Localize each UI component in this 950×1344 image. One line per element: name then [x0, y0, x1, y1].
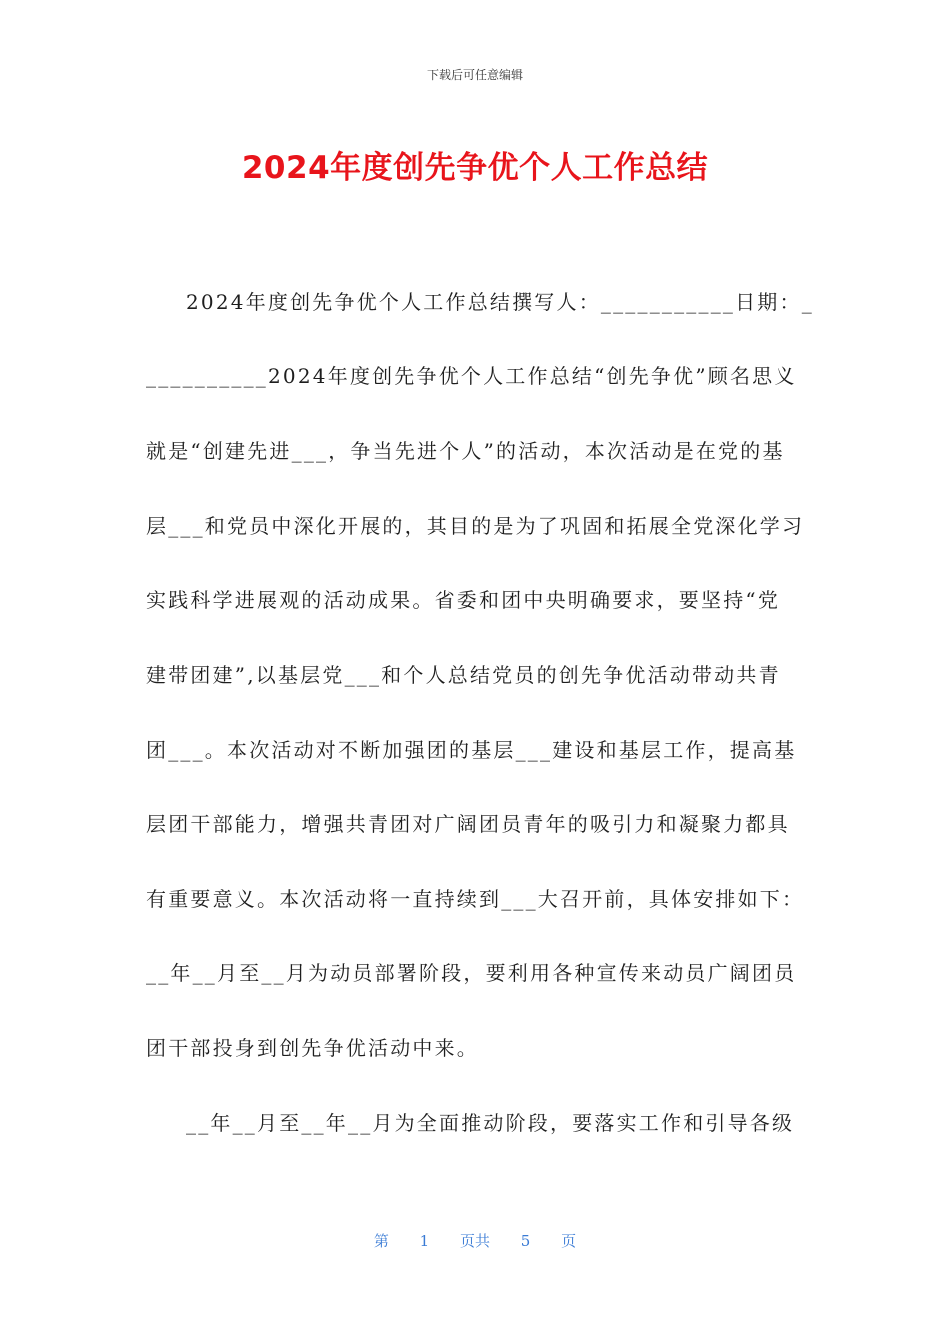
- body-line-11: 团干部投身到创先争优活动中来。: [146, 1036, 479, 1060]
- current-page-number: 1: [419, 1232, 430, 1250]
- body-line-10: __年__月至__月为动员部署阶段，要利用各种宣传来动员广阔团员: [146, 961, 797, 985]
- body-line-8: 层团干部能力，增强共青团对广阔团员青年的吸引力和凝聚力都具: [146, 812, 790, 836]
- body-line-5: 实践科学进展观的活动成果。省委和团中央明确要求，要坚持“党: [146, 588, 781, 612]
- body-line-9: 有重要意义。本次活动将一直持续到___大召开前，具体安排如下：: [146, 887, 805, 911]
- body-line-2: __________2024年度创先争优个人工作总结“创先争优”顾名思义: [146, 364, 797, 388]
- page-footer: [0, 1230, 950, 1251]
- page-label-middle: 页共: [459, 1232, 490, 1250]
- page-label-prefix: 第: [373, 1232, 389, 1250]
- body-line-6: 建带团建”,以基层党___和个人总结党员的创先争优活动带动共青: [146, 663, 781, 687]
- body-line-1: 2024年度创先争优个人工作总结撰写人：___________日期：_: [186, 290, 814, 314]
- body-line-7: 团___。本次活动对不断加强团的基层___建设和基层工作，提高基: [146, 738, 797, 762]
- header-note: 下载后可任意编辑: [426, 68, 523, 82]
- body-line-4: 层___和党员中深化开展的，其目的是为了巩固和拓展全党深化学习: [146, 514, 805, 538]
- body-line-12: __年__月至__年__月为全面推动阶段，要落实工作和引导各级: [186, 1111, 795, 1135]
- page-label-suffix: 页: [561, 1232, 577, 1250]
- body-line-3: 就是“创建先进___，争当先进个人”的活动，本次活动是在党的基: [146, 439, 785, 463]
- total-pages-number: 5: [520, 1232, 531, 1250]
- document-title: 2024年度创先争优个人工作总结: [241, 150, 709, 186]
